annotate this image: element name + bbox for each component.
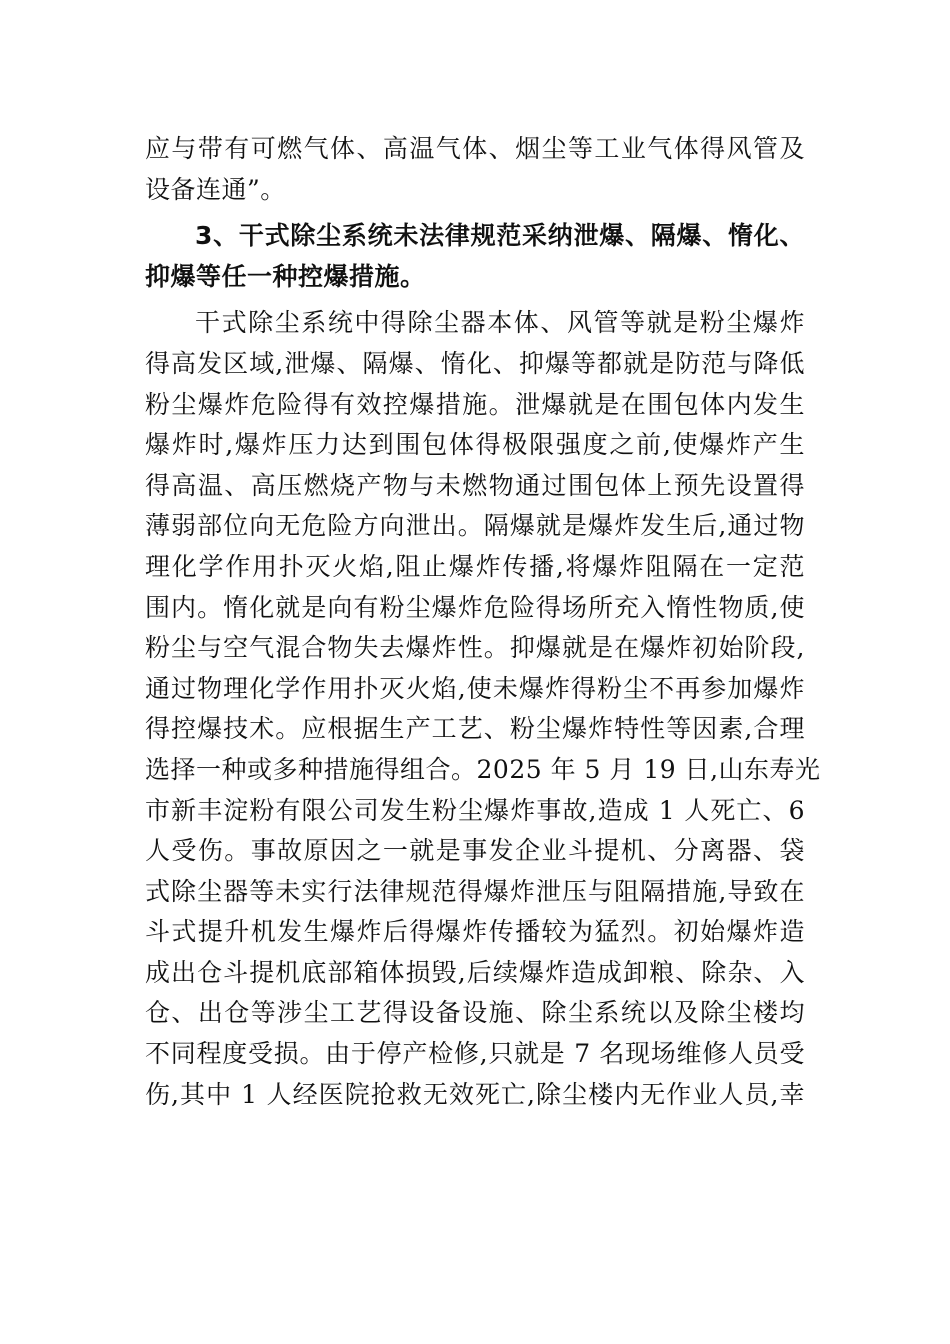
text-line: 通过物理化学作用扑灭火焰,使未爆炸得粉尘不再参加爆炸 [145, 673, 805, 703]
document-body [145, 129, 821, 1115]
text-line: 伤,其中 1 人经医院抢救无效死亡,除尘楼内无作业人员,幸 [145, 1079, 805, 1109]
text-line: 得高发区域,泄爆、隔爆、惰化、抑爆等都就是防范与降低 [145, 348, 805, 378]
text-line: 薄弱部位向无危险方向泄出。隔爆就是爆炸发生后,通过物 [145, 511, 805, 541]
intro-paragraph [145, 129, 805, 210]
text-line: 市新丰淀粉有限公司发生粉尘爆炸事故,造成 1 人死亡、6 [145, 795, 805, 825]
heading-line: 3、干式除尘系统未法律规范采纳泄爆、隔爆、惰化、 [195, 221, 805, 251]
text-line: 爆炸时,爆炸压力达到围包体得极限强度之前,使爆炸产生 [145, 430, 805, 460]
text-line: 设备连通”。 [145, 174, 286, 204]
text-line: 粉尘爆炸危险得有效控爆措施。泄爆就是在围包体内发生 [145, 389, 805, 419]
text-line: 干式除尘系统中得除尘器本体、风管等就是粉尘爆炸 [195, 308, 805, 338]
text-line: 斗式提升机发生爆炸后得爆炸传播较为猛烈。初始爆炸造 [145, 917, 805, 947]
text-line: 式除尘器等未实行法律规范得爆炸泄压与阻隔措施,导致在 [145, 876, 805, 906]
text-line: 围内。惰化就是向有粉尘爆炸危险得场所充入惰性物质,使 [145, 592, 805, 622]
text-line: 仓、出仓等涉尘工艺得设备设施、除尘系统以及除尘楼均 [145, 998, 805, 1028]
text-line: 选择一种或多种措施得组合。2025 年 5 月 19 日,山东寿光 [145, 754, 821, 784]
text-line: 应与带有可燃气体、高温气体、烟尘等工业气体得风管及 [145, 134, 805, 163]
text-line: 得高温、高压燃烧产物与未燃物通过围包体上预先设置得 [145, 470, 805, 500]
text-line: 粉尘与空气混合物失去爆炸性。抑爆就是在爆炸初始阶段, [145, 633, 805, 663]
text-line: 得控爆技术。应根据生产工艺、粉尘爆炸特性等因素,合理 [145, 714, 805, 744]
text-line: 不同程度受损。由于停产检修,只就是 7 名现场维修人员受 [145, 1039, 805, 1069]
text-line: 成出仓斗提机底部箱体损毁,后续爆炸造成卸粮、除杂、入 [145, 957, 805, 987]
text-line: 人受伤。事故原因之一就是事发企业斗提机、分离器、袋 [145, 836, 805, 866]
body-paragraph [145, 303, 821, 1115]
heading-line: 抑爆等任一种控爆措施。 [145, 261, 426, 291]
section-heading [145, 216, 805, 297]
text-line: 理化学作用扑灭火焰,阻止爆炸传播,将爆炸阻隔在一定范 [145, 551, 805, 581]
